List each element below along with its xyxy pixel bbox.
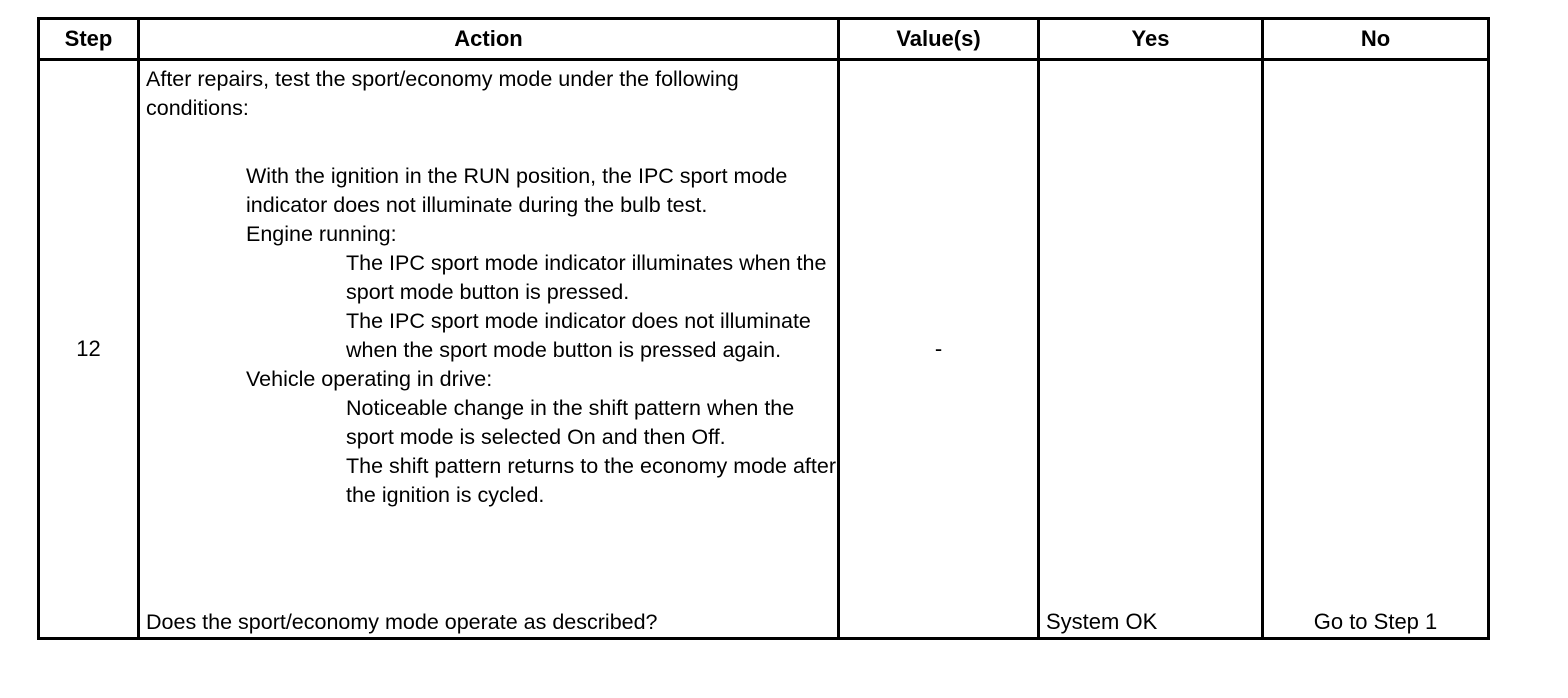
action-intro: After repairs, test the sport/economy mode under the following conditions: [146,67,739,120]
no-result: Go to Step 1 [1313,609,1438,634]
value-cell: - [839,60,1039,639]
condition-ignition-run: With the ignition in the RUN position, the IPC sport mode indicator does not illuminate during the bulb test. [246,164,788,217]
action-cell [139,60,839,639]
condition-vehicle-drive-a: Noticeable change in the shift pattern when the sport mode is selected On and then Off. [346,396,795,449]
yes-result: System OK [1046,609,1158,634]
yes-cell [1039,60,1263,639]
header-yes: Yes [1039,19,1263,60]
diagnostic-table [37,17,1490,640]
header-step: Step [39,19,139,60]
condition-engine-running-b: The IPC sport mode indicator does not illuminate when the sport mode button is pressed again. [346,309,811,362]
header-no: No [1263,19,1489,60]
action-question: Does the sport/economy mode operate as described? [146,610,658,634]
condition-engine-running-a: The IPC sport mode indicator illuminates when the sport mode button is pressed. [346,251,827,304]
header-action: Action [139,19,839,60]
step-number: 12 [39,60,139,639]
header-row [39,19,1489,60]
header-value: Value(s) [839,19,1039,60]
condition-vehicle-drive: Vehicle operating in drive: [246,367,493,391]
condition-engine-running: Engine running: [246,222,397,246]
table-row [39,60,1489,639]
condition-vehicle-drive-b: The shift pattern returns to the economy mode after the ignition is cycled. [346,454,836,507]
no-cell [1263,60,1489,639]
